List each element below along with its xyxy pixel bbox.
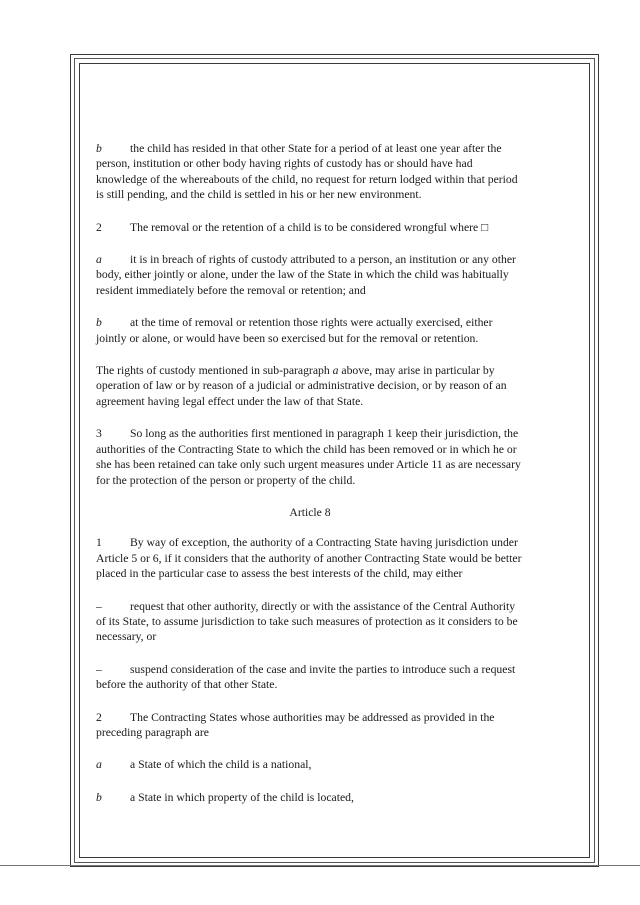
item-label: –	[96, 599, 102, 613]
paragraph-text: the child has resided in that other State for a period of at least one year after the person, institution or other body having rights of custody has or should have had knowledge of the whereabouts of the child, no request for return lodged within that period is still pending, and the child is settled in his or her new environment.	[96, 142, 518, 202]
paragraph-text-before: The rights of custody mentioned in sub-paragraph	[96, 364, 333, 378]
article-heading: Article 8	[289, 505, 331, 519]
paragraph-2-wrongful	[96, 220, 524, 235]
paragraph-text: suspend consideration of the case and invite the parties to introduce such a request before the authority of that other State.	[96, 662, 516, 692]
item-label: 2	[96, 710, 102, 724]
paragraph-1-exception	[96, 535, 524, 581]
paragraph-text: The removal or the retention of a child is to be considered wrongful where □	[130, 220, 489, 234]
paragraph-dash-suspend	[96, 662, 524, 693]
item-label: 2	[96, 220, 102, 234]
paragraph-b-property	[96, 790, 524, 805]
item-label: –	[96, 662, 102, 676]
paragraph-text: a State in which property of the child is located,	[130, 790, 354, 804]
item-label: a	[96, 253, 102, 267]
sub-paragraph-ref: a	[332, 364, 339, 378]
paragraph-b-exercised	[96, 315, 524, 346]
paragraph-text: The Contracting States whose authorities may be addressed as provided in the preceding paragraph are	[96, 710, 495, 739]
item-label: b	[96, 790, 102, 804]
paragraph-text: request that other authority, directly or with the assistance of the Central Authority of its State, to assume jurisdiction to take such measures of protection as it considers to be necessary, or	[96, 599, 518, 644]
paragraph-a-national	[96, 757, 524, 772]
paragraph-3-urgent-measures	[96, 426, 524, 488]
scan-edge-line	[0, 865, 640, 866]
paragraph-b-residence	[96, 141, 524, 203]
item-label: b	[96, 142, 102, 155]
paragraph-text: So long as the authorities first mentioned in paragraph 1 keep their jurisdiction, the authorities of the Contracting State to which the child has been removed or in which he or she has been retained can take only such urgent measures under Article 11 as are necessary for the protection of the person or property of the child.	[96, 427, 521, 487]
paragraph-a-breach	[96, 252, 524, 298]
paragraph-text: By way of exception, the authority of a Contracting State having jurisdiction under Article 5 or 6, if it considers that the authority of another Contracting State would be better placed in the particular case to assess the best interests of the child, may either	[96, 536, 522, 581]
paragraph-dash-request	[96, 599, 524, 645]
document-body	[96, 141, 524, 822]
paragraph-text: a State of which the child is a national,	[130, 758, 312, 772]
paragraph-rights-of-custody	[96, 363, 524, 409]
paragraph-text: at the time of removal or retention those rights were actually exercised, either jointly or alone, or would have been so exercised but for the removal or retention.	[96, 316, 493, 345]
item-label: 1	[96, 536, 102, 550]
paragraph-text-after: above, may arise in particular by operation of law or by reason of a judicial or administrative decision, or by reason of an agreement having legal effect under the law of that State.	[96, 364, 507, 408]
item-label: a	[96, 758, 102, 772]
paragraph-text: it is in breach of rights of custody attributed to a person, an institution or any other body, either jointly or alone, under the law of the State in which the child was habitually resident immediately before the removal or retention; and	[96, 253, 516, 297]
item-label: 3	[96, 427, 102, 441]
paragraph-2-contracting-states	[96, 710, 524, 741]
item-label: b	[96, 316, 102, 330]
